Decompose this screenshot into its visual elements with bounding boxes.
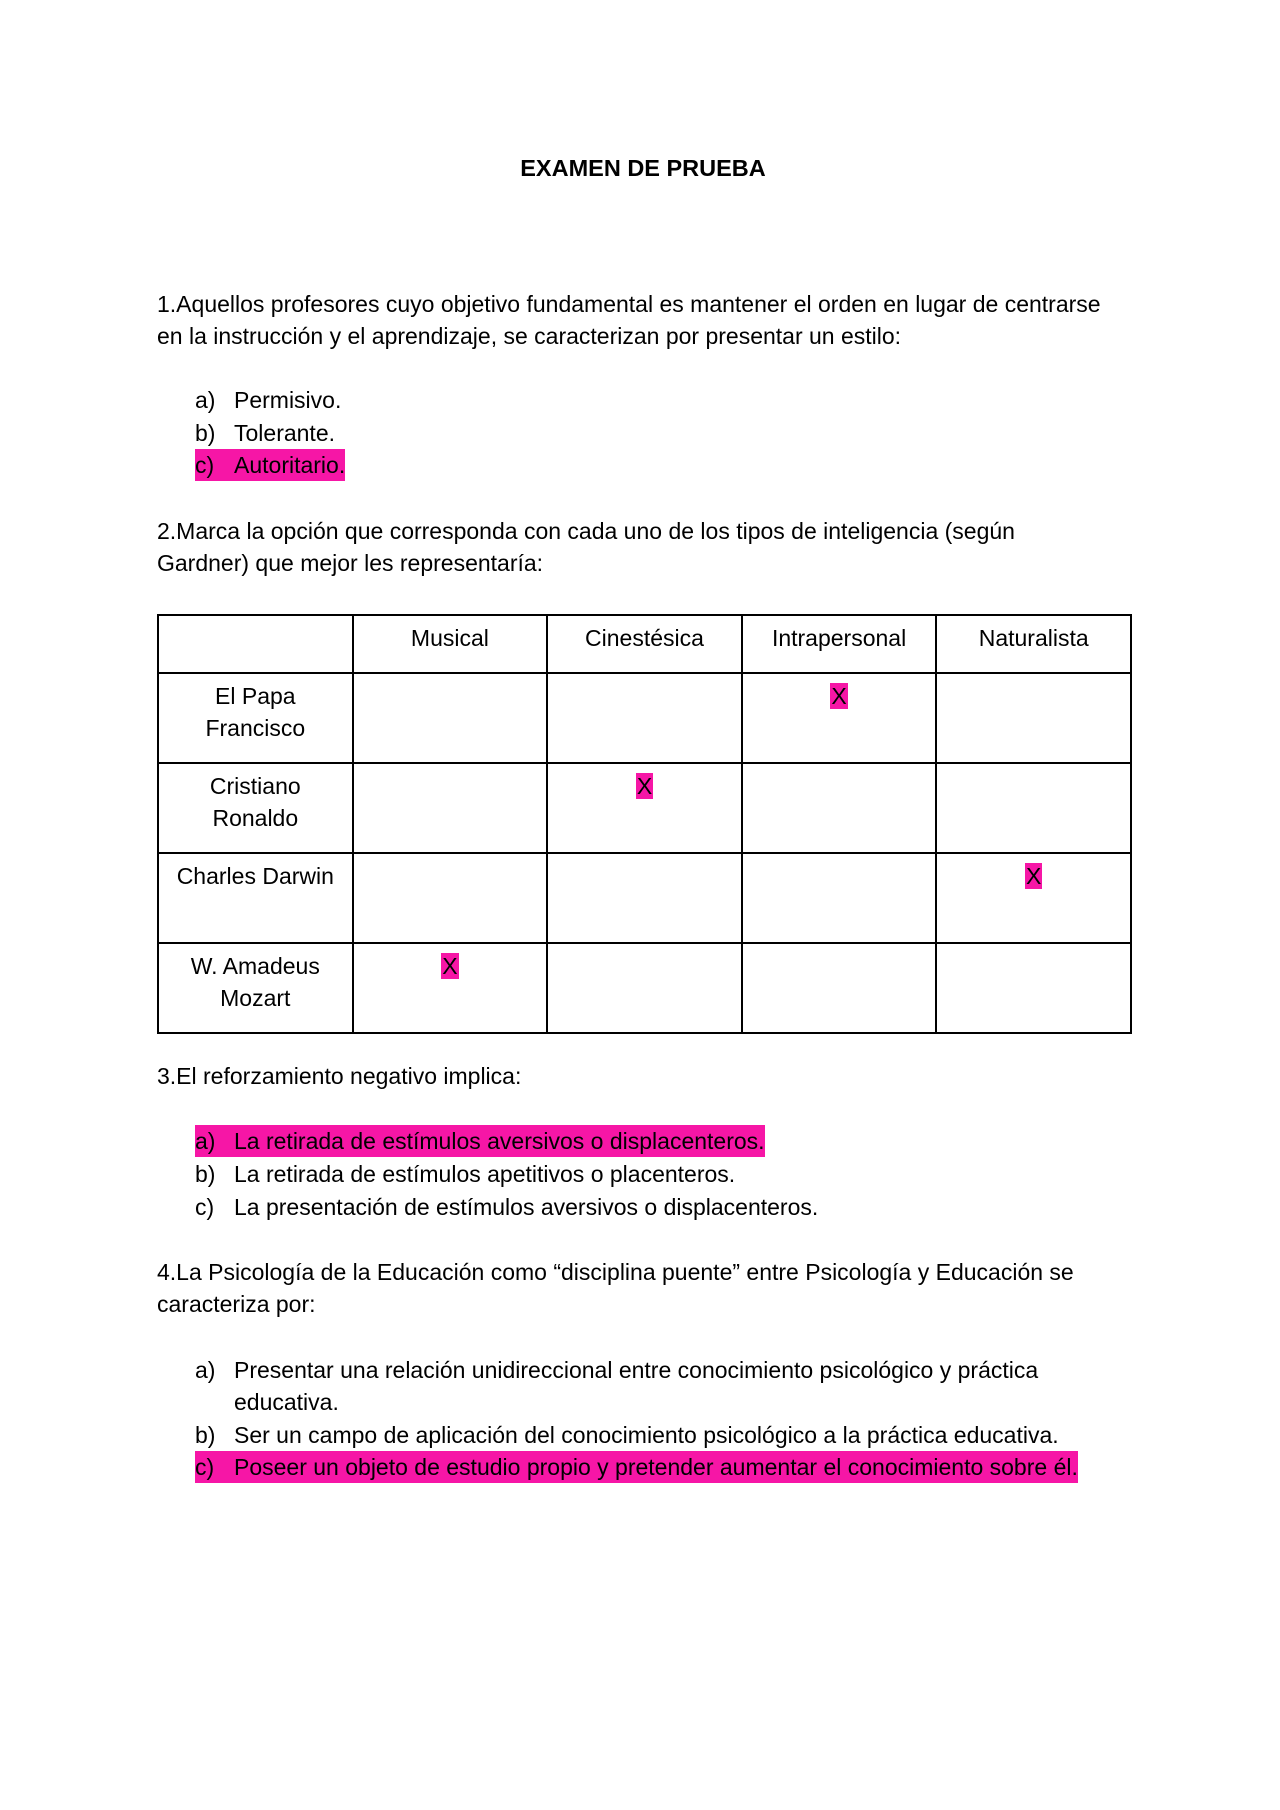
cell (353, 853, 548, 943)
option-letter: b) (195, 420, 216, 446)
intelligence-table (157, 614, 1132, 1034)
table-row (158, 763, 1131, 853)
q4-option-b (195, 1419, 1059, 1451)
option-text: La presentación de estímulos aversivos o displacenteros. (234, 1194, 819, 1220)
mark-x: X (442, 953, 458, 979)
question-1-text: 1.Aquellos profesores cuyo objetivo fundamental es mantener el orden en lugar de centrarse (157, 291, 1101, 317)
q4-option-a-continuation: educativa. (234, 1389, 339, 1415)
option-letter: a) (195, 1128, 216, 1154)
header-cell: Cinestésica (547, 615, 742, 673)
cell (742, 943, 937, 1033)
name-line: Charles Darwin (176, 863, 334, 889)
option-letter: c) (195, 452, 215, 478)
row-name (158, 763, 353, 853)
table-row (158, 943, 1131, 1033)
q3-option-a-highlighted (195, 1125, 765, 1157)
option-letter: b) (195, 1161, 216, 1187)
question-4-text: caracteriza por: (157, 1291, 316, 1317)
table-header-row (158, 615, 1131, 673)
question-2-text: Gardner) que mejor les representaría: (157, 550, 544, 576)
cell (353, 943, 548, 1033)
q4-option-c-highlighted (195, 1451, 1078, 1483)
q3-option-b (195, 1158, 735, 1190)
name-line: Cristiano (209, 773, 301, 799)
question-4-text: 4.La Psicología de la Educación como “disciplina puente” entre Psicología y Educación se (157, 1259, 1074, 1285)
mark-x: X (636, 773, 653, 799)
table-row (158, 853, 1131, 943)
question-1-text: en la instrucción y el aprendizaje, se caracterizan por presentar un estilo: (157, 323, 902, 349)
q4-option-a (195, 1354, 1038, 1386)
cell (353, 763, 548, 853)
header-cell: Intrapersonal (742, 615, 937, 673)
cell (547, 673, 742, 763)
option-text: Presentar una relación unidireccional entre conocimiento psicológico y práctica (234, 1357, 1039, 1383)
cell (547, 853, 742, 943)
mark-x: X (831, 683, 847, 709)
cell (742, 763, 937, 853)
row-name (158, 673, 353, 763)
option-text: Ser un campo de aplicación del conocimiento psicológico a la práctica educativa. (234, 1422, 1059, 1448)
name-line: W. Amadeus (190, 953, 320, 979)
cell (547, 763, 742, 853)
question-3-text: 3.El reforzamiento negativo implica: (157, 1063, 522, 1089)
option-text: Poseer un objeto de estudio propio y pretender aumentar el conocimiento sobre él. (234, 1454, 1078, 1480)
q1-option-c-highlighted (195, 449, 345, 481)
cell (936, 673, 1131, 763)
cell (742, 673, 937, 763)
cell (936, 943, 1131, 1033)
option-letter: c) (195, 1454, 215, 1480)
header-cell: Naturalista (936, 615, 1131, 673)
option-text: La retirada de estímulos apetitivos o placenteros. (234, 1161, 736, 1187)
name-line: Mozart (220, 985, 291, 1011)
cell (353, 673, 548, 763)
name-line: Ronaldo (212, 805, 299, 831)
row-name (158, 853, 353, 943)
q3-option-c (195, 1191, 818, 1223)
option-letter: a) (195, 1357, 216, 1383)
option-text: Autoritario. (234, 452, 346, 478)
cell (547, 943, 742, 1033)
option-text: Tolerante. (234, 420, 336, 446)
cell (742, 853, 937, 943)
q1-option-a (195, 384, 341, 416)
row-name (158, 943, 353, 1033)
name-line: Francisco (205, 715, 306, 741)
cell (936, 853, 1131, 943)
option-letter: a) (195, 387, 216, 413)
header-cell (158, 615, 353, 673)
page-title: EXAMEN DE PRUEBA (520, 155, 766, 181)
table-row (158, 673, 1131, 763)
mark-x: X (1026, 863, 1042, 889)
question-2-text: 2.Marca la opción que corresponda con cada uno de los tipos de inteligencia (según (157, 518, 1015, 544)
q1-option-b (195, 417, 335, 449)
cell (936, 763, 1131, 853)
name-line: El Papa (215, 683, 296, 709)
option-letter: b) (195, 1422, 216, 1448)
header-cell: Musical (353, 615, 548, 673)
option-text: Permisivo. (234, 387, 342, 413)
option-letter: c) (195, 1194, 215, 1220)
option-text: La retirada de estímulos aversivos o displacenteros. (234, 1128, 765, 1154)
